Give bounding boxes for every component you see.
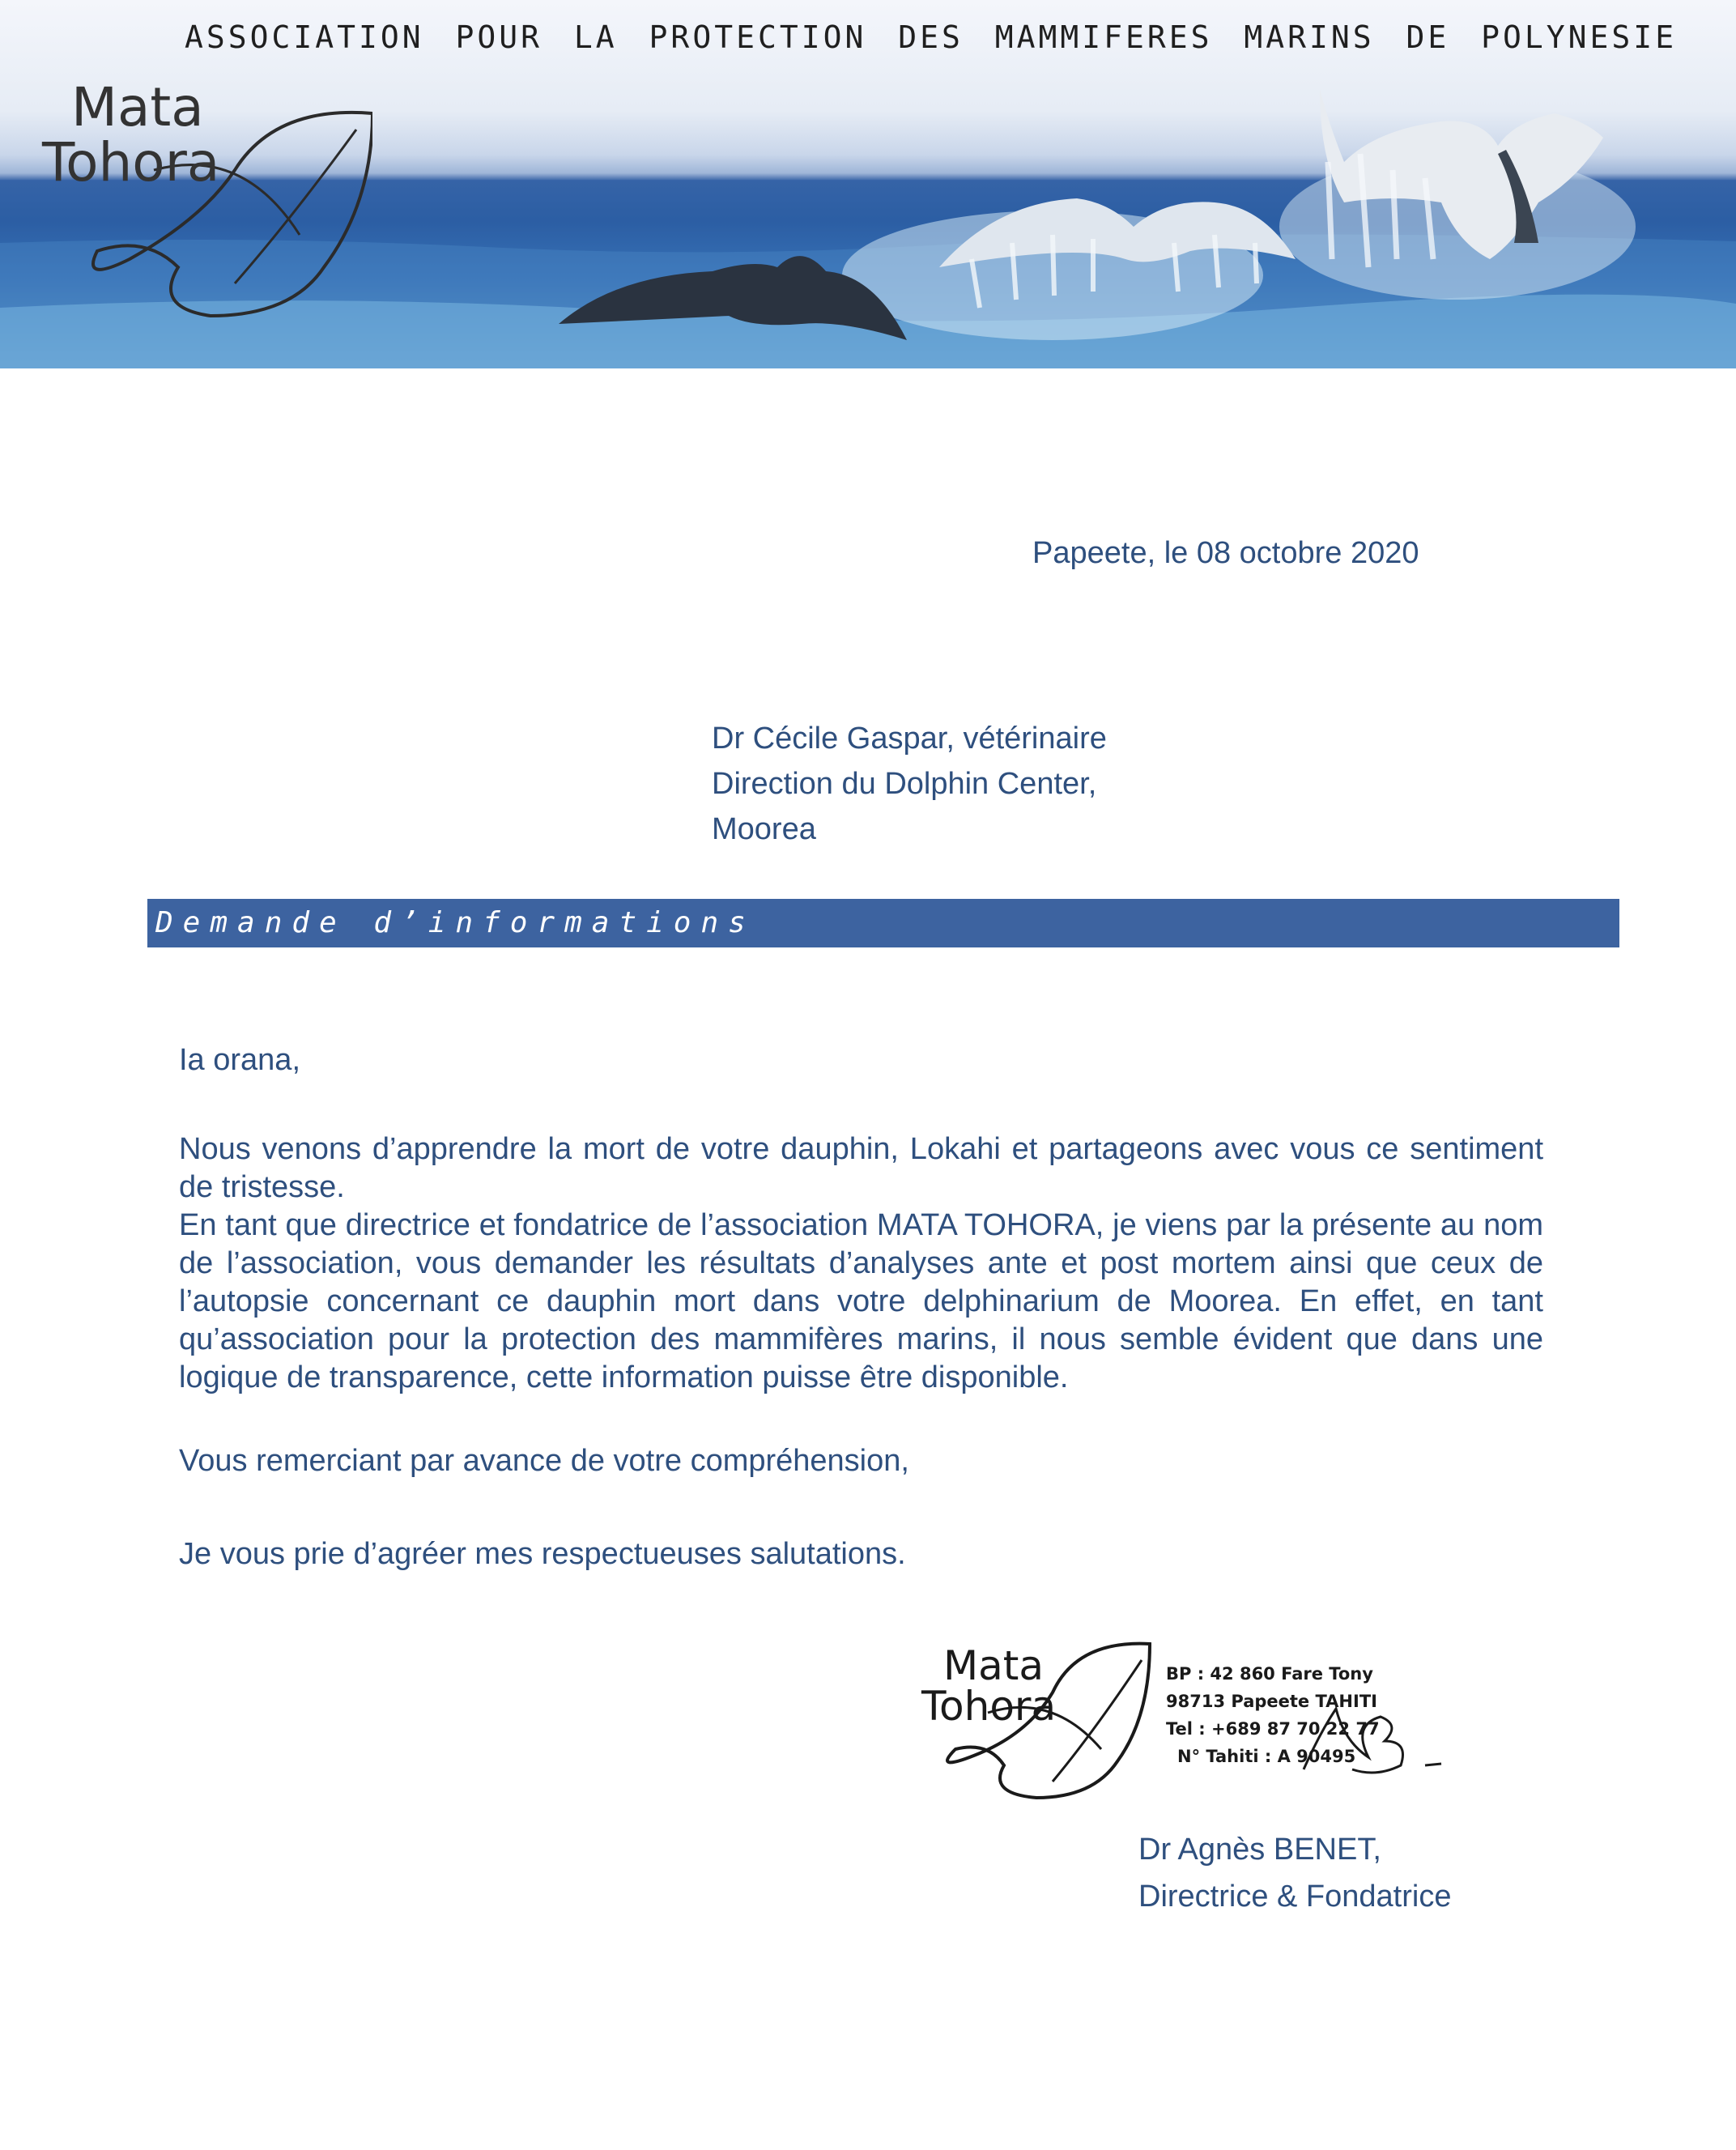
recipient-address [712, 716, 1107, 852]
stamp-address-line: 98713 Papeete TAHITI [1166, 1692, 1377, 1711]
subject-bar [147, 899, 1619, 947]
recipient-line: Direction du Dolphin Center, [712, 767, 1097, 801]
body-paragraph: Nous venons d’apprendre la mort de votre dauphin, Lokahi et partageons avec vous ce sentiment de tristesse. [179, 1132, 1543, 1204]
signatory-name: Dr Agnès BENET, [1138, 1833, 1381, 1867]
body-paragraph: En tant que directrice et fondatrice de l’association MATA TOHORA, je viens par la présente au nom de l’association, vous demander les résultats d’analyses ante et post mortem ainsi que ceux de l’autopsie concernant ce dauphin mort dans votre delphinarium de Moorea. En effet, en tant qu’association pour la protection des mammifères marins, il nous semble évident que dans une logique de transparence, cette information puisse être disponible. [179, 1208, 1543, 1394]
association-title: ASSOCIATION POUR LA PROTECTION DES MAMMIFERES MARINS DE POLYNESIE [185, 19, 1678, 55]
letter-date: Papeete, le 08 octobre 2020 [1032, 536, 1419, 570]
closing-salutation: Je vous prie d’agréer mes respectueuses salutations. [179, 1537, 906, 1571]
subject-heading: Demande d’informations [155, 906, 755, 939]
logo-mata: Mata [71, 76, 204, 138]
header-banner [0, 0, 1736, 368]
stamp-address-line: Tel : +689 87 70 22 77 [1166, 1719, 1380, 1739]
logo-tohora: Tohora [42, 131, 220, 194]
stamp-address-line: BP : 42 860 Fare Tony [1166, 1664, 1373, 1684]
stamp-address [1166, 1660, 1380, 1770]
letter-body [179, 1130, 1543, 1397]
signatory-title: Directrice & Fondatrice [1138, 1880, 1452, 1914]
stamp-logo-tohora: Tohora [921, 1683, 1057, 1730]
recipient-line: Dr Cécile Gaspar, vétérinaire [712, 722, 1107, 756]
recipient-line: Moorea [712, 812, 816, 846]
greeting: Ia orana, [179, 1043, 300, 1077]
signatory-block [1138, 1826, 1451, 1920]
stamp-address-line: N° Tahiti : A 90495 [1177, 1747, 1356, 1766]
stamp-logo-mata: Mata [943, 1642, 1045, 1689]
closing-thanks: Vous remerciant par avance de votre compréhension, [179, 1444, 909, 1478]
